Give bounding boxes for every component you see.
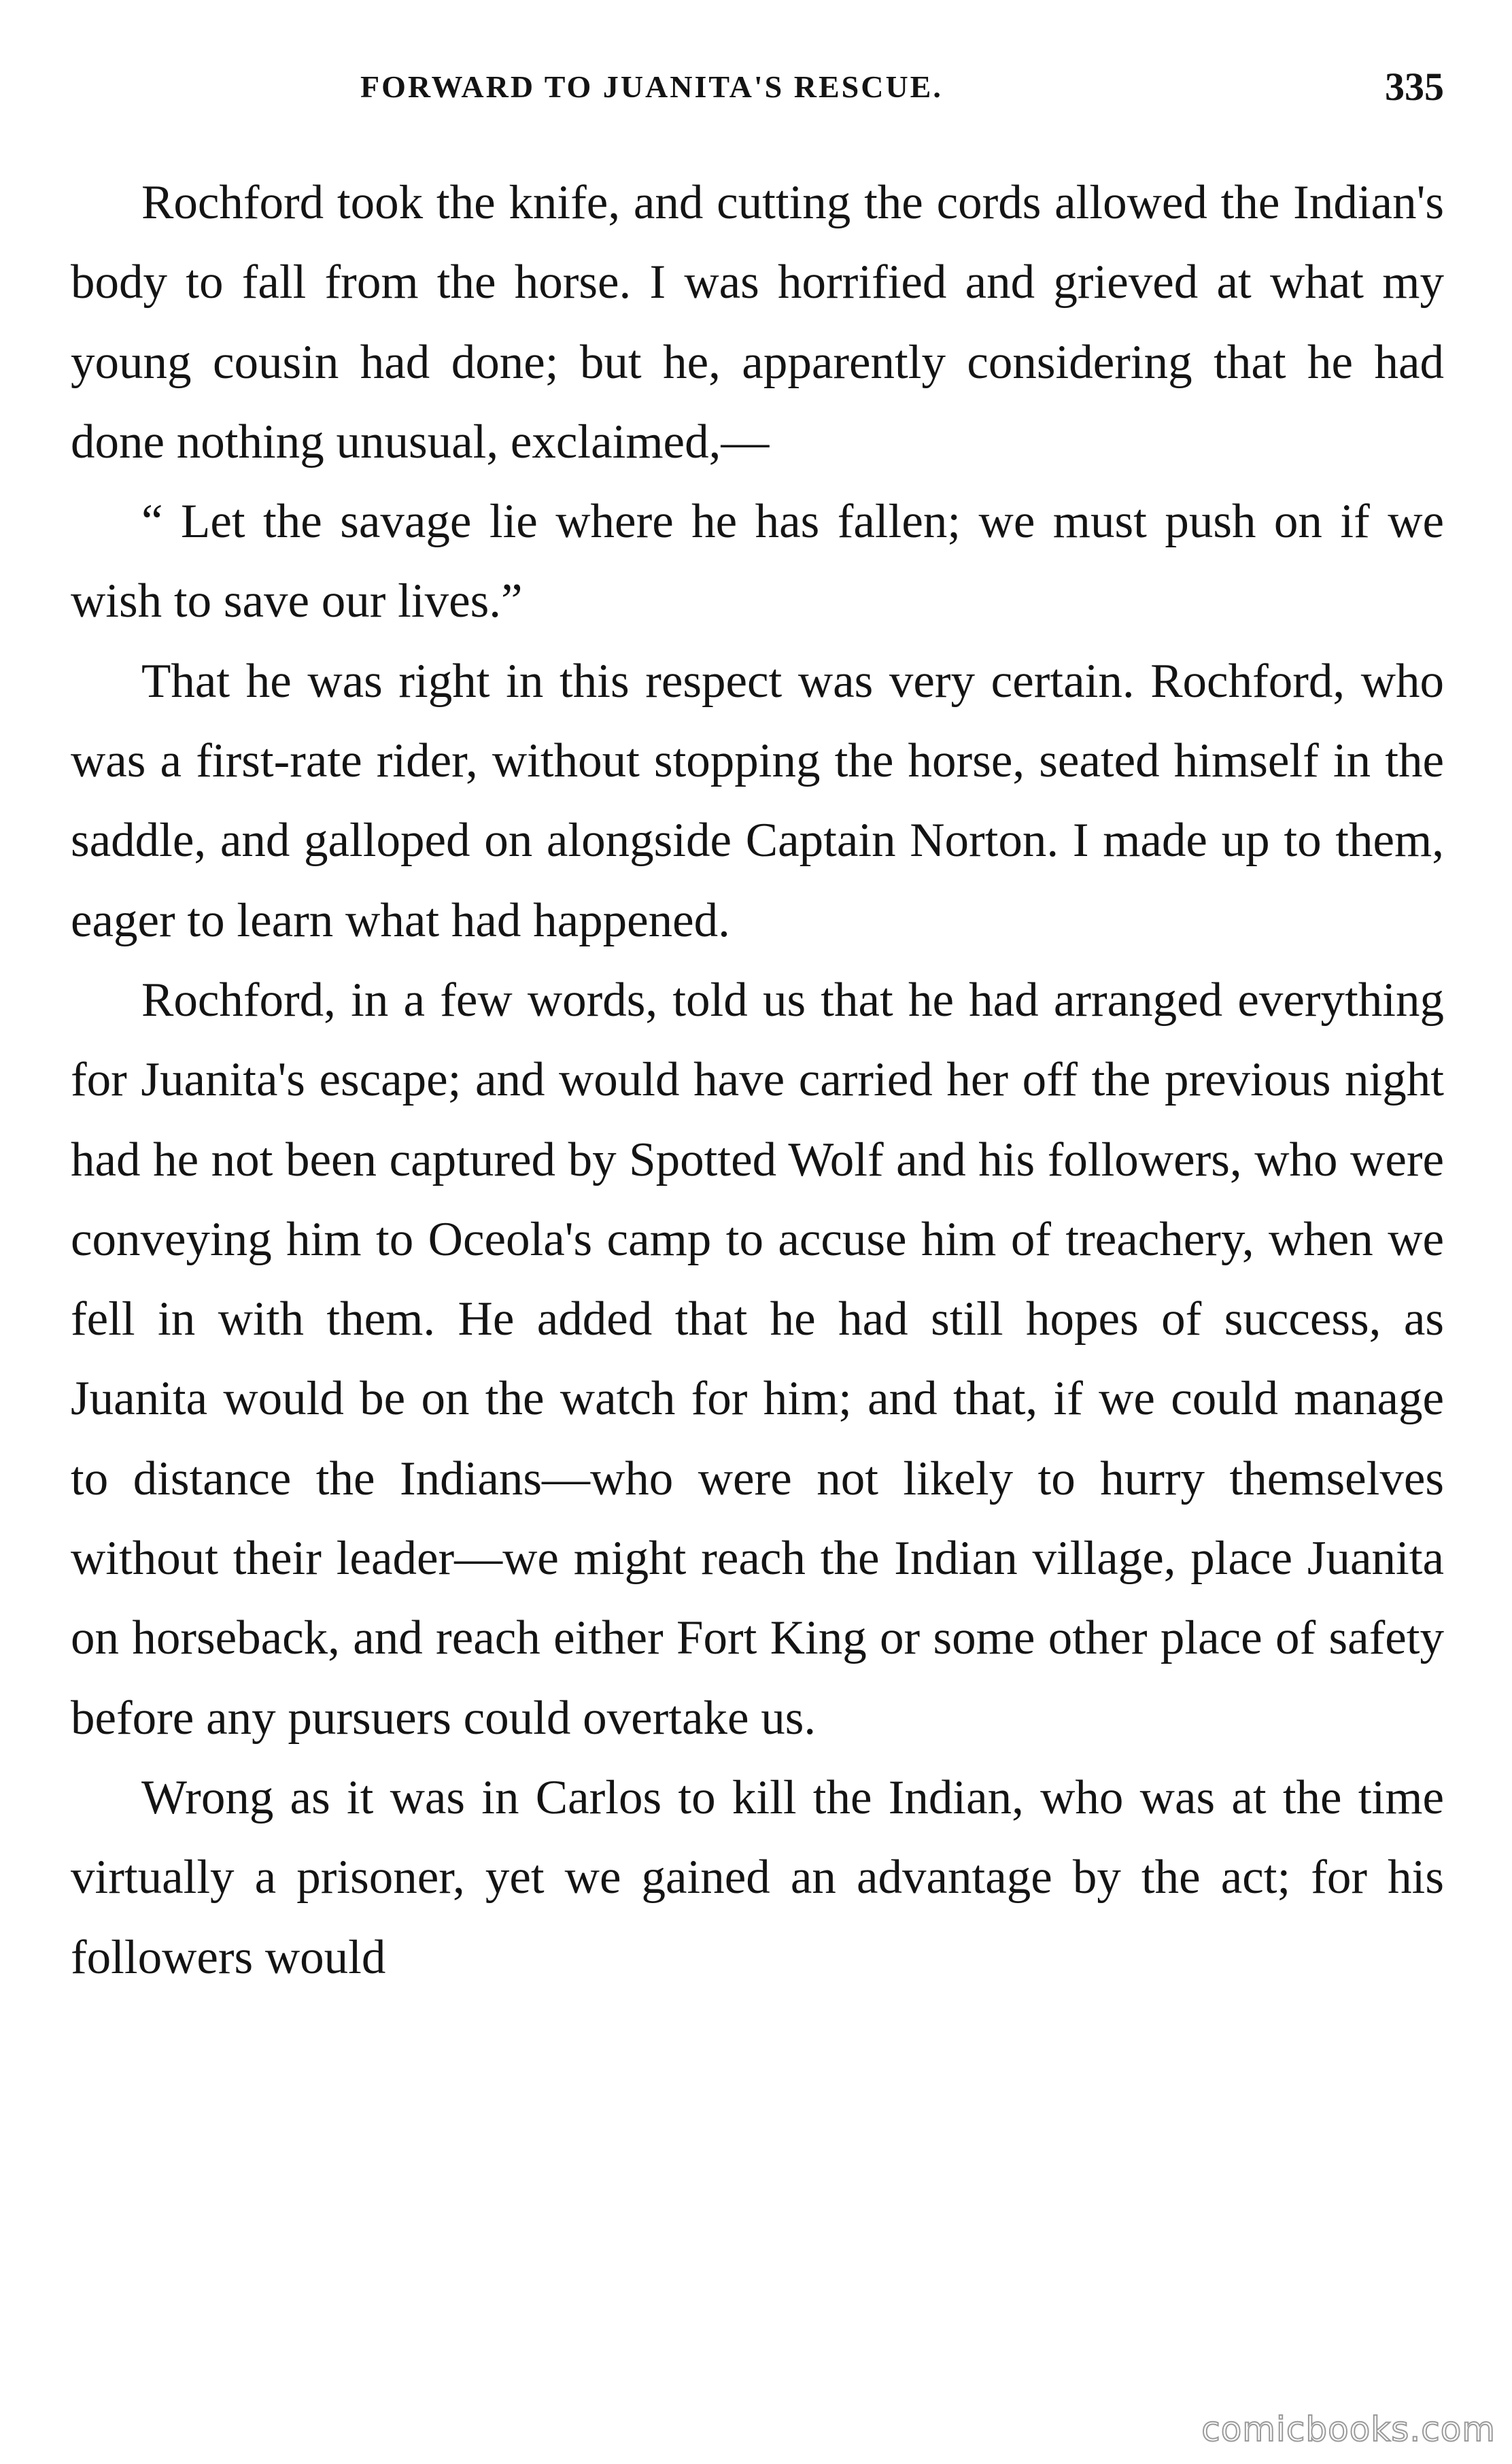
page-number: 335 — [1385, 65, 1444, 109]
paragraph: That he was right in this respect was very certain. Rochford, who was a first-rate rider, without stopping the horse, seated himself in the saddle, and galloped on alongside Captain Norton. I made up to them, eager to learn what had happened. — [71, 654, 1444, 947]
paragraph: Wrong as it was in Carlos to kill the Indian, who was at the time virtually a prisoner, yet we gained an advantage by the act; for his followers would — [71, 1770, 1444, 1984]
running-header — [71, 60, 1444, 114]
watermark: comicbooks.com — [1201, 2410, 1496, 2449]
paragraph: “ Let the savage lie where he has fallen; we must push on if we wish to save our lives.” — [71, 495, 1444, 628]
paragraph: Rochford took the knife, and cutting the cords allowed the Indian's body to fall from the horse. I was horrified and grieved at what my young cousin had done; but he, apparently considering that he had done nothing unusual, exclaimed,— — [71, 176, 1444, 468]
running-title: FORWARD TO JUANITA'S RESCUE. — [360, 69, 943, 104]
paragraph: Rochford, in a few words, told us that he had arranged everything for Juanita's escape; and would have carried her off the previous night had he not been captured by Spotted Wolf and his followers, who were conveying him to Oceola's camp to accuse him of treachery, when we fell in with them. He added that he had still hopes of success, as Juanita would be on the watch for him; and that, if we could manage to distance the Indians—who were not likely to hurry themselves without their leader—we might reach the Indian village, place Juanita on horseback, and reach either Fort King or some other place of safety before any pursuers could overtake us. — [71, 973, 1444, 1745]
body-text — [71, 163, 1444, 1998]
